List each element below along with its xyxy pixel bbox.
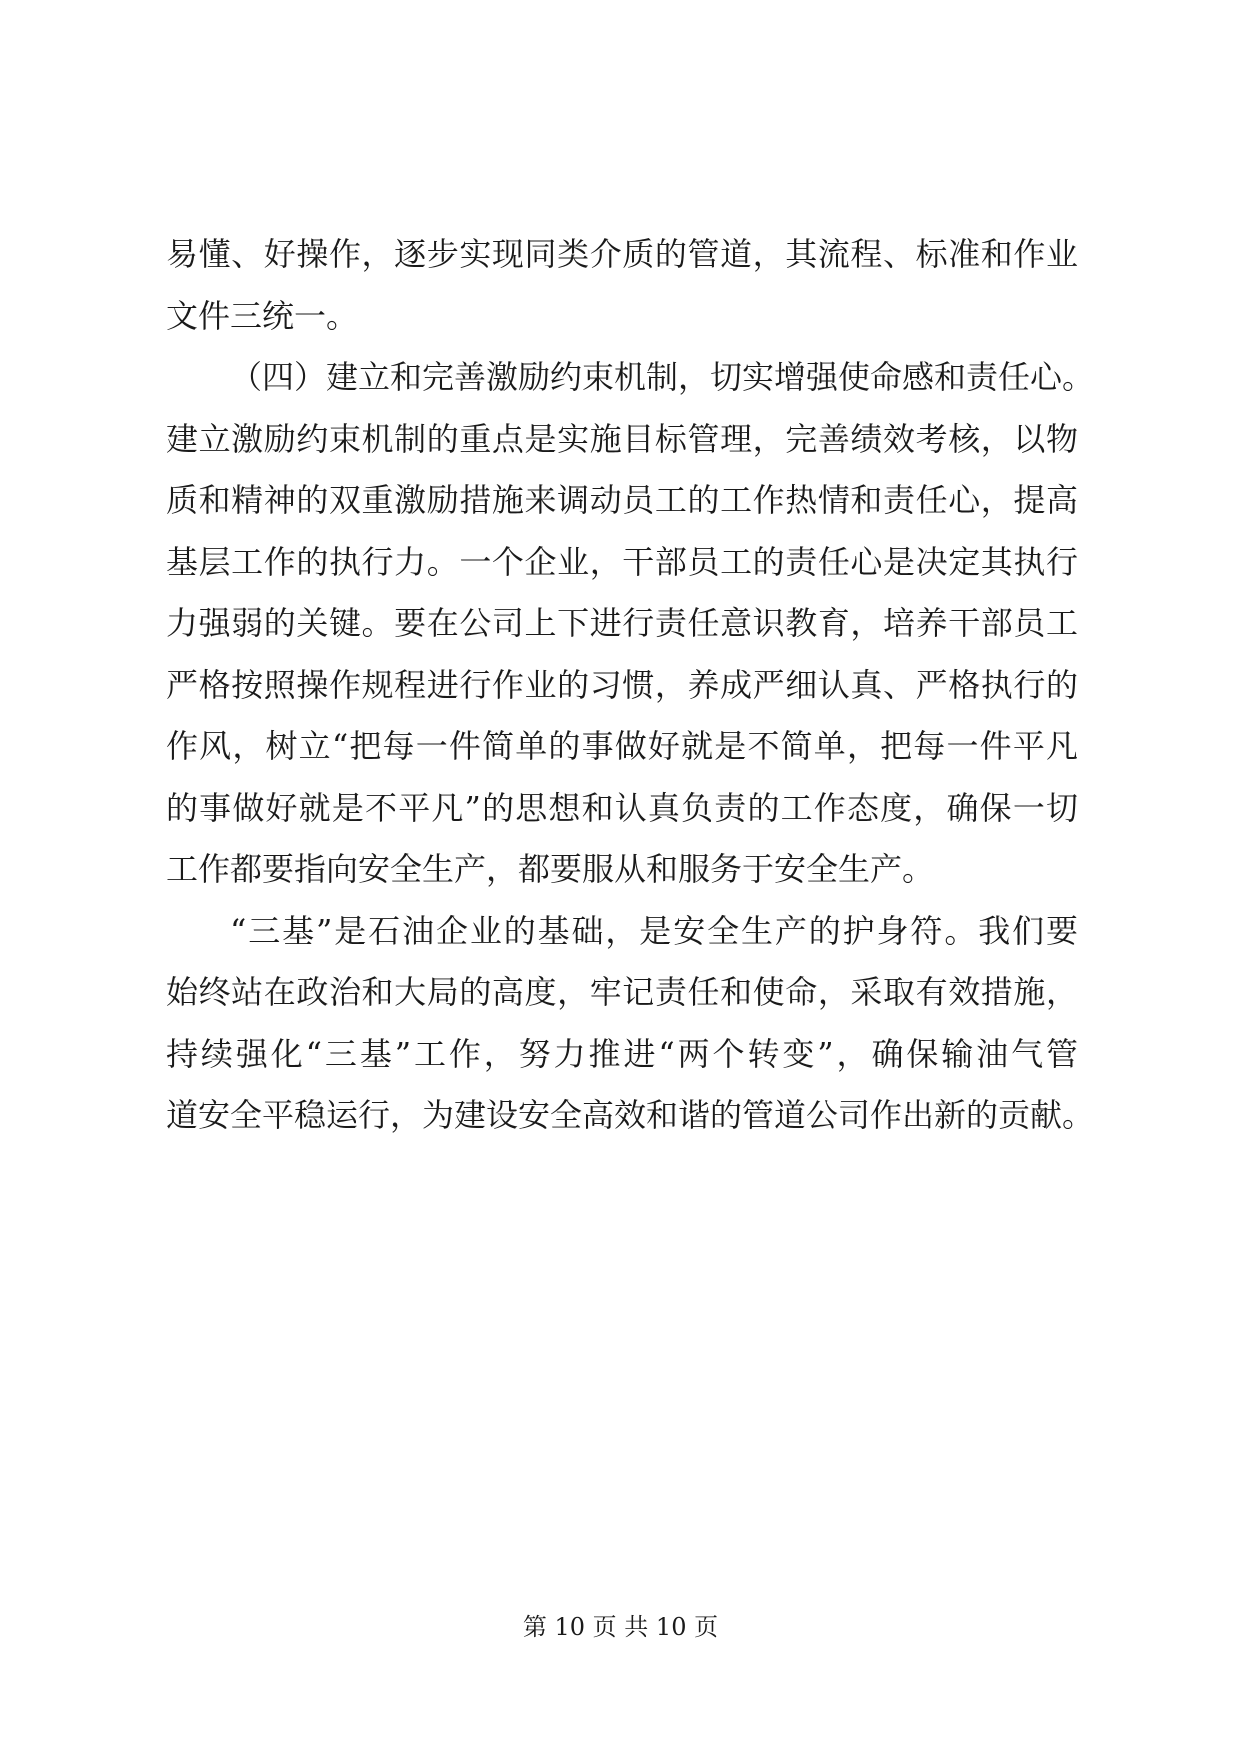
paragraph-incentive-mechanism xyxy=(166,347,1095,901)
text-line: 文件三统一。 xyxy=(166,296,359,335)
text-line: 作风，树立“把每一件简单的事做好就是不简单，把每一件平凡 xyxy=(166,727,1078,765)
text-line: 易懂、好操作，逐步实现同类介质的管道，其流程、标准和作业 xyxy=(166,235,1078,273)
text-line: 持续强化“三基”工作，努力推进“两个转变”，确保输油气管 xyxy=(166,1034,1078,1073)
page-number-footer: 第 10 页 共 10 页 xyxy=(522,1613,719,1641)
text-line: （四）建立和完善激励约束机制，切实增强使命感和责任心。 xyxy=(230,358,1095,396)
paragraph-conclusion xyxy=(166,901,1095,1147)
text-line: 建立激励约束机制的重点是实施目标管理，完善绩效考核，以物 xyxy=(166,419,1078,458)
text-line: 始终站在政治和大局的高度，牢记责任和使命，采取有效措施， xyxy=(166,973,1078,1011)
text-line: 基层工作的执行力。一个企业，干部员工的责任心是决定其执行 xyxy=(166,542,1078,581)
text-line: “三基”是石油企业的基础，是安全生产的护身符。我们要 xyxy=(230,911,1078,950)
text-line: 质和精神的双重激励措施来调动员工的工作热情和责任心，提高 xyxy=(166,481,1078,519)
text-line: 道安全平稳运行，为建设安全高效和谐的管道公司作出新的贡献。 xyxy=(166,1096,1095,1134)
text-line: 的事做好就是不平凡”的思想和认真负责的工作态度，确保一切 xyxy=(166,788,1078,827)
text-line: 力强弱的关键。要在公司上下进行责任意识教育，培养干部员工 xyxy=(166,604,1078,642)
text-line: 严格按照操作规程进行作业的习惯，养成严细认真、严格执行的 xyxy=(166,665,1078,704)
text-line: 工作都要指向安全生产，都要服从和服务于安全生产。 xyxy=(166,850,935,888)
document-body xyxy=(166,224,1095,1147)
paragraph-continuation xyxy=(166,224,1078,347)
